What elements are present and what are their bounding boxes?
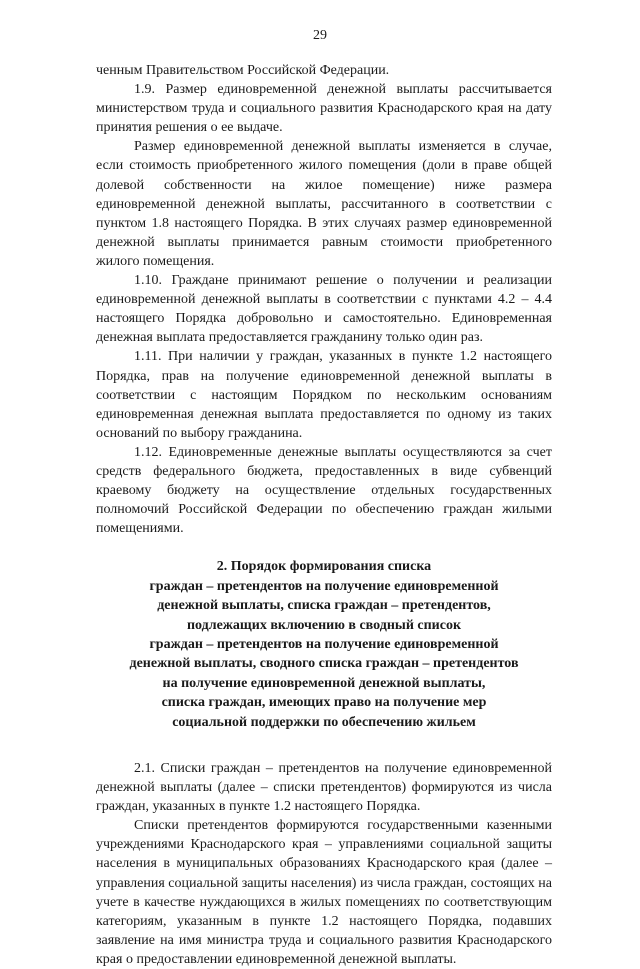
section-2-heading [96,557,552,732]
heading-line: социальной поддержки по обеспечению жильем [172,714,476,730]
spacer [96,751,552,759]
heading-line: денежной выплаты, сводного списка граждан – претендентов [129,656,519,672]
paragraph-1-12: 1.12. Единовременные денежные выплаты осуществляются за счет средств федерального бюджета, предоставленных в виде субвенций краевому бюджету на осуществление отдельных государственных полномочий Российской Федерации по обеспечению граждан жилыми помещениями. [96,444,552,537]
heading-line: граждан – претендентов на получение единовременной [149,636,499,652]
heading-line: 2. Порядок формирования списка [216,559,432,575]
paragraph-continuation: ченным Правительством Российской Федерации. [96,63,390,78]
heading-line: подлежащих включению в сводный список [186,617,462,633]
paragraph-1-9: 1.9. Размер единовременной денежной выплаты рассчитывается министерством труда и социального развития Краснодарского края на дату принятия решения о ее выдаче. [96,82,552,136]
heading-line: граждан – претендентов на получение единовременной [149,578,499,594]
heading-line: на получение единовременной денежной выплаты, [162,675,486,691]
paragraph-1-10: 1.10. Граждане принимают решение о получении и реализации единовременной денежной выплаты в соответствии с пунктами 4.2 – 4.4 настоящего Порядка добровольно и самостоятельно. Единовременная денежная выплата предоставляется гражданину только один раз. [96,273,552,346]
paragraph-1-11: 1.11. При наличии у граждан, указанных в пункте 1.2 настоящего Порядка, прав на получение единовременной денежной выплаты в соответствии с настоящим Порядком по нескольким основаниям единовременная денежная выплата предоставляется по одному из таких оснований по выбору гражданина. [96,349,552,441]
heading-line: денежной выплаты, списка граждан – претендентов, [157,598,491,614]
paragraph-1-9-amount-change: Размер единовременной денежной выплаты изменяется в случае, если стоимость приобретенного жилого помещения (доли в праве общей долевой собственности на жилое помещение) ниже размера единовременной денежной выплаты, рассчитанного в соответствии с пунктом 1.8 настоящего Порядка. В этих случаях размер единовременной денежной выплаты принимается равным стоимости приобретенного жилого помещения. [96,139,552,269]
paragraph-2-1-lists-formation: Списки претендентов формируются государственными казенными учреждениями Краснодарского края – управлениями социальной защиты населения в муниципальных образованиях Краснодарского края (далее – управления социальной защиты населения) из числа граждан, состоящих на учете в качестве нуждающихся в жилых помещениях по соответствующим категориям, указанным в пункте 1.2 настоящего Порядка, подавших заявление на имя министра труда и социального развития Краснодарского края о предоставлении единовременной денежной выплаты. [96,818,552,967]
page-number: 29 [313,28,327,43]
document-body [96,61,552,969]
heading-line: списка граждан, имеющих право на получение мер [161,695,487,711]
paragraph-2-1: 2.1. Списки граждан – претендентов на получение единовременной денежной выплаты (далее – списки претендентов) формируются из числа граждан, указанных в пункте 1.2 настоящего Порядка. [96,761,552,815]
